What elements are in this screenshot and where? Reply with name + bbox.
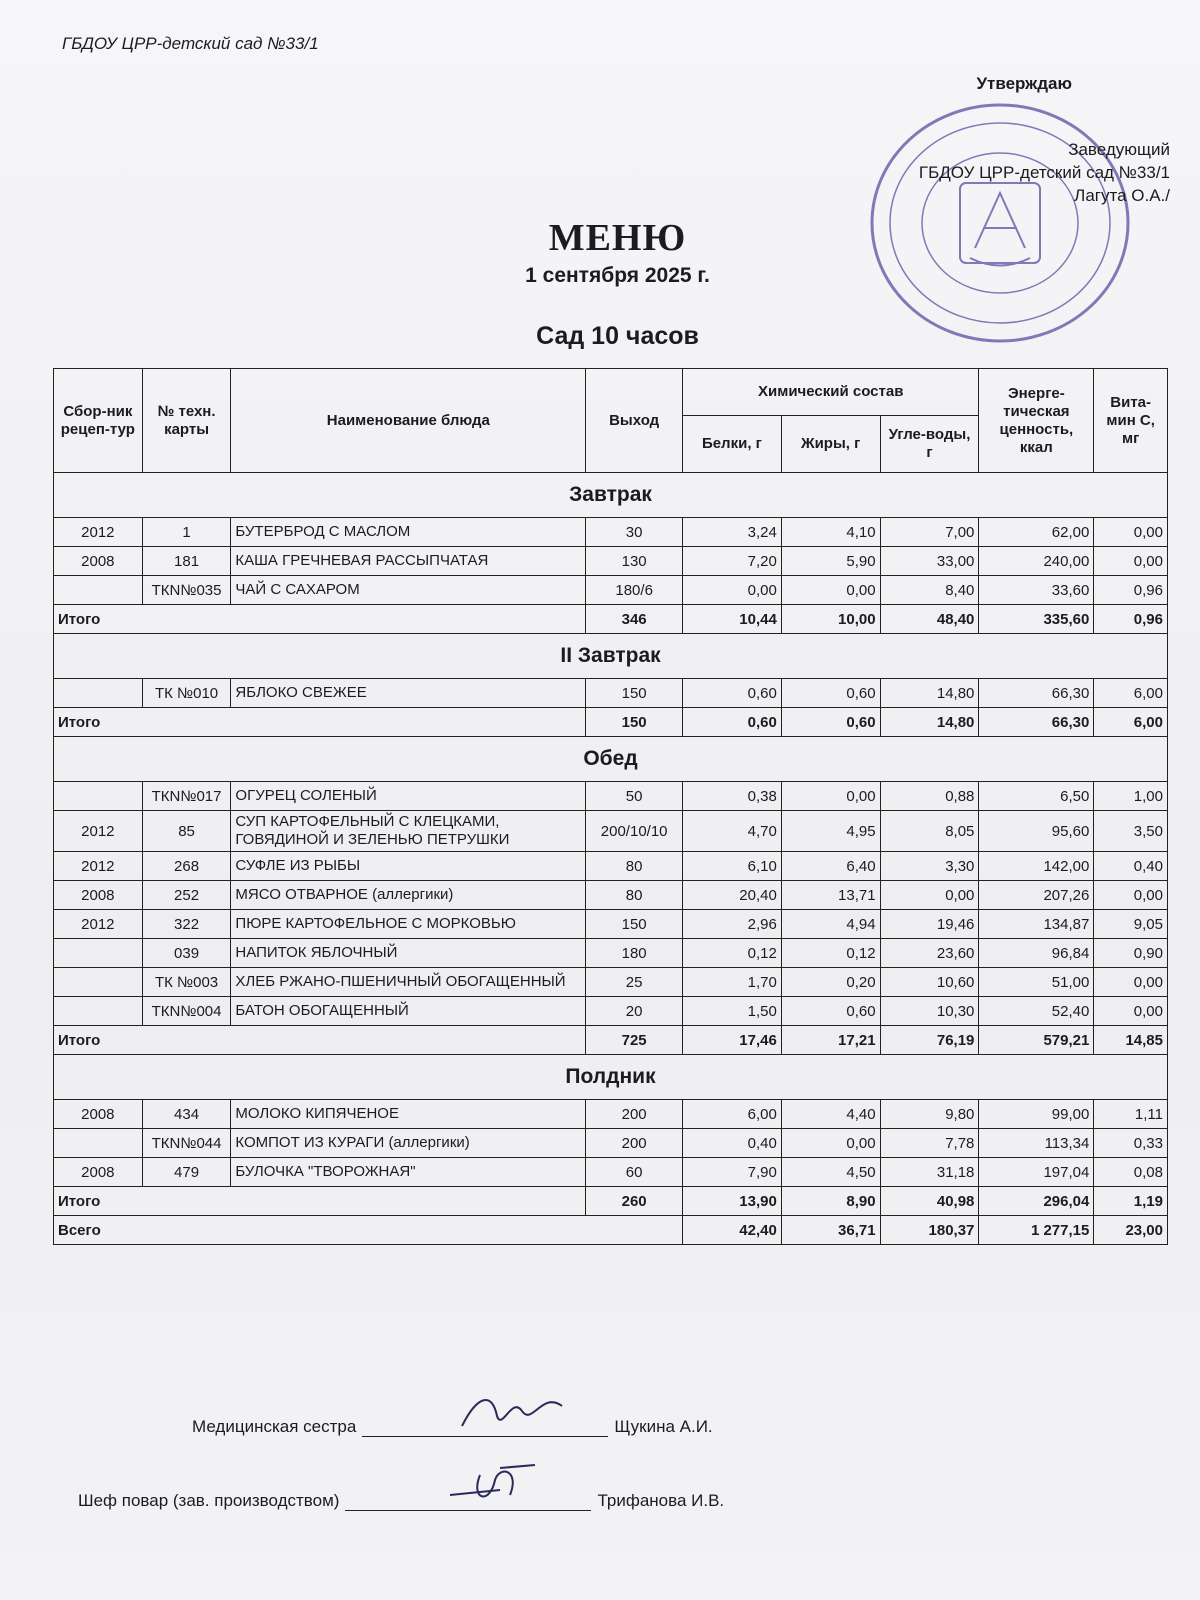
cell-dish-name: МЯСО ОТВАРНОЕ (аллергики)	[231, 881, 586, 910]
signature-role: Шеф повар (зав. производством)	[78, 1491, 340, 1510]
total-yield: 150	[586, 708, 683, 737]
cell-energy: 96,84	[979, 939, 1094, 968]
table-row	[54, 968, 1168, 997]
cell-yield: 150	[586, 679, 683, 708]
cell-fat: 4,10	[781, 518, 880, 547]
cell-vitamin-c: 0,40	[1094, 852, 1168, 881]
cell-card: ТКN№044	[142, 1129, 231, 1158]
table-row	[54, 881, 1168, 910]
cell-card: 252	[142, 881, 231, 910]
table-row	[54, 1129, 1168, 1158]
cell-card: ТКN№017	[142, 782, 231, 811]
table-row	[54, 997, 1168, 1026]
cell-carbs: 31,18	[880, 1158, 979, 1187]
cell-energy: 62,00	[979, 518, 1094, 547]
cell-energy: 95,60	[979, 811, 1094, 852]
cell-protein: 6,10	[683, 852, 782, 881]
cell-protein: 2,96	[683, 910, 782, 939]
section-header-row	[54, 473, 1168, 518]
cell-vitamin-c: 1,00	[1094, 782, 1168, 811]
grand-total-energy: 1 277,15	[979, 1216, 1094, 1245]
cell-carbs: 0,88	[880, 782, 979, 811]
cell-yield: 50	[586, 782, 683, 811]
cell-carbs: 8,05	[880, 811, 979, 852]
table-row	[54, 939, 1168, 968]
total-yield: 346	[586, 605, 683, 634]
cell-yield: 180/6	[586, 576, 683, 605]
cell-dish-name: ЧАЙ С САХАРОМ	[231, 576, 586, 605]
cell-fat: 0,00	[781, 782, 880, 811]
cell-carbs: 9,80	[880, 1100, 979, 1129]
menu-table-body	[54, 473, 1168, 1245]
cell-yield: 20	[586, 997, 683, 1026]
cell-collection: 2008	[54, 547, 143, 576]
cell-collection: 2012	[54, 852, 143, 881]
cell-yield: 130	[586, 547, 683, 576]
total-fat: 17,21	[781, 1026, 880, 1055]
cell-energy: 33,60	[979, 576, 1094, 605]
cell-fat: 0,60	[781, 997, 880, 1026]
cell-carbs: 33,00	[880, 547, 979, 576]
table-row	[54, 547, 1168, 576]
cell-dish-name: БУТЕРБРОД С МАСЛОМ	[231, 518, 586, 547]
cell-yield: 80	[586, 852, 683, 881]
total-fat: 0,60	[781, 708, 880, 737]
table-row	[54, 852, 1168, 881]
signature-nurse	[192, 1416, 713, 1437]
cell-dish-name: НАПИТОК ЯБЛОЧНЫЙ	[231, 939, 586, 968]
total-energy: 579,21	[979, 1026, 1094, 1055]
cell-energy: 51,00	[979, 968, 1094, 997]
menu-date: 1 сентября 2025 г.	[525, 264, 710, 287]
cell-collection	[54, 782, 143, 811]
total-protein: 0,60	[683, 708, 782, 737]
cell-carbs: 14,80	[880, 679, 979, 708]
cell-vitamin-c: 1,11	[1094, 1100, 1168, 1129]
total-protein: 17,46	[683, 1026, 782, 1055]
cell-carbs: 3,30	[880, 852, 979, 881]
cell-collection: 2008	[54, 1158, 143, 1187]
cell-protein: 0,38	[683, 782, 782, 811]
total-carbs: 48,40	[880, 605, 979, 634]
table-row	[54, 811, 1168, 852]
cell-carbs: 7,78	[880, 1129, 979, 1158]
cell-vitamin-c: 0,00	[1094, 881, 1168, 910]
cell-vitamin-c: 0,90	[1094, 939, 1168, 968]
cell-vitamin-c: 0,08	[1094, 1158, 1168, 1187]
cell-card: ТКN№004	[142, 997, 231, 1026]
section-header-row	[54, 737, 1168, 782]
section-title: Полдник	[54, 1055, 1168, 1100]
header-fat: Жиры, г	[781, 416, 880, 473]
cell-carbs: 23,60	[880, 939, 979, 968]
cell-protein: 0,60	[683, 679, 782, 708]
cell-energy: 207,26	[979, 881, 1094, 910]
header-card: № техн. карты	[142, 369, 231, 473]
cell-energy: 197,04	[979, 1158, 1094, 1187]
header-protein: Белки, г	[683, 416, 782, 473]
total-vitamin-c: 0,96	[1094, 605, 1168, 634]
menu-table	[53, 368, 1168, 1245]
cell-energy: 240,00	[979, 547, 1094, 576]
cell-collection: 2012	[54, 811, 143, 852]
cell-dish-name: МОЛОКО КИПЯЧЕНОЕ	[231, 1100, 586, 1129]
total-vitamin-c: 14,85	[1094, 1026, 1168, 1055]
cell-card: 479	[142, 1158, 231, 1187]
signature-line	[362, 1416, 608, 1437]
cell-fat: 4,50	[781, 1158, 880, 1187]
total-fat: 8,90	[781, 1187, 880, 1216]
total-fat: 10,00	[781, 605, 880, 634]
cell-vitamin-c: 0,00	[1094, 968, 1168, 997]
cell-card: 039	[142, 939, 231, 968]
cell-energy: 99,00	[979, 1100, 1094, 1129]
cell-dish-name: КОМПОТ ИЗ КУРАГИ (аллергики)	[231, 1129, 586, 1158]
signature-name: Трифанова И.В.	[597, 1491, 725, 1510]
cell-yield: 30	[586, 518, 683, 547]
cell-protein: 7,20	[683, 547, 782, 576]
organization-name: ГБДОУ ЦРР-детский сад №33/1	[62, 34, 319, 53]
approver-organization: ГБДОУ ЦРР-детский сад №33/1	[918, 163, 1170, 182]
cell-dish-name: БУЛОЧКА "ТВОРОЖНАЯ"	[231, 1158, 586, 1187]
menu-subtitle: Сад 10 часов	[536, 322, 699, 350]
cell-card: ТК №003	[142, 968, 231, 997]
total-energy: 66,30	[979, 708, 1094, 737]
cell-protein: 1,70	[683, 968, 782, 997]
total-label: Итого	[54, 1187, 586, 1216]
cell-fat: 4,40	[781, 1100, 880, 1129]
cell-protein: 3,24	[683, 518, 782, 547]
table-row	[54, 1100, 1168, 1129]
handwritten-signature-icon	[440, 1460, 550, 1510]
total-row	[54, 708, 1168, 737]
approver-name: Лагута О.А./	[1074, 186, 1170, 205]
cell-energy: 6,50	[979, 782, 1094, 811]
total-label: Итого	[54, 1026, 586, 1055]
total-protein: 13,90	[683, 1187, 782, 1216]
total-carbs: 14,80	[880, 708, 979, 737]
cell-card: 268	[142, 852, 231, 881]
signature-chef	[78, 1490, 724, 1511]
cell-card: ТК №010	[142, 679, 231, 708]
table-row	[54, 1158, 1168, 1187]
total-yield: 260	[586, 1187, 683, 1216]
cell-protein: 0,40	[683, 1129, 782, 1158]
cell-protein: 1,50	[683, 997, 782, 1026]
table-row	[54, 782, 1168, 811]
cell-vitamin-c: 0,00	[1094, 547, 1168, 576]
signature-line	[345, 1490, 591, 1511]
cell-card: 434	[142, 1100, 231, 1129]
total-label: Итого	[54, 605, 586, 634]
cell-yield: 150	[586, 910, 683, 939]
cell-protein: 20,40	[683, 881, 782, 910]
total-yield: 725	[586, 1026, 683, 1055]
cell-fat: 0,12	[781, 939, 880, 968]
cell-carbs: 7,00	[880, 518, 979, 547]
cell-yield: 180	[586, 939, 683, 968]
section-header-row	[54, 634, 1168, 679]
cell-yield: 200/10/10	[586, 811, 683, 852]
section-title: Завтрак	[54, 473, 1168, 518]
cell-fat: 0,00	[781, 1129, 880, 1158]
cell-dish-name: СУП КАРТОФЕЛЬНЫЙ С КЛЕЦКАМИ, ГОВЯДИНОЙ И ЗЕЛЕНЬЮ ПЕТРУШКИ	[231, 811, 586, 852]
cell-fat: 0,20	[781, 968, 880, 997]
cell-yield: 60	[586, 1158, 683, 1187]
section-header-row	[54, 1055, 1168, 1100]
total-row	[54, 1187, 1168, 1216]
cell-carbs: 10,30	[880, 997, 979, 1026]
cell-dish-name: БАТОН ОБОГАЩЕННЫЙ	[231, 997, 586, 1026]
total-carbs: 76,19	[880, 1026, 979, 1055]
header-yield: Выход	[586, 369, 683, 473]
signature-role: Медицинская сестра	[192, 1417, 357, 1436]
cell-protein: 4,70	[683, 811, 782, 852]
total-energy: 296,04	[979, 1187, 1094, 1216]
cell-card: 85	[142, 811, 231, 852]
approval-block	[919, 138, 1170, 207]
cell-dish-name: СУФЛЕ ИЗ РЫБЫ	[231, 852, 586, 881]
header-energy: Энерге-тическая ценность, ккал	[979, 369, 1094, 473]
cell-protein: 6,00	[683, 1100, 782, 1129]
cell-energy: 134,87	[979, 910, 1094, 939]
table-row	[54, 679, 1168, 708]
signature-name: Щукина А.И.	[614, 1417, 713, 1436]
cell-fat: 6,40	[781, 852, 880, 881]
cell-dish-name: КАША ГРЕЧНЕВАЯ РАССЫПЧАТАЯ	[231, 547, 586, 576]
cell-energy: 66,30	[979, 679, 1094, 708]
cell-vitamin-c: 6,00	[1094, 679, 1168, 708]
grand-total-carbs: 180,37	[880, 1216, 979, 1245]
header-chem: Химический состав	[683, 369, 979, 416]
grand-total-vitamin-c: 23,00	[1094, 1216, 1168, 1245]
total-protein: 10,44	[683, 605, 782, 634]
cell-vitamin-c: 0,00	[1094, 518, 1168, 547]
cell-vitamin-c: 0,96	[1094, 576, 1168, 605]
cell-collection	[54, 679, 143, 708]
cell-vitamin-c: 9,05	[1094, 910, 1168, 939]
cell-dish-name: ХЛЕБ РЖАНО-ПШЕНИЧНЫЙ ОБОГАЩЕННЫЙ	[231, 968, 586, 997]
cell-card: 1	[142, 518, 231, 547]
cell-fat: 4,94	[781, 910, 880, 939]
total-vitamin-c: 6,00	[1094, 708, 1168, 737]
cell-collection: 2008	[54, 1100, 143, 1129]
cell-fat: 0,60	[781, 679, 880, 708]
cell-carbs: 8,40	[880, 576, 979, 605]
cell-vitamin-c: 0,33	[1094, 1129, 1168, 1158]
table-row	[54, 576, 1168, 605]
handwritten-signature-icon	[457, 1386, 567, 1436]
cell-yield: 200	[586, 1129, 683, 1158]
cell-dish-name: ПЮРЕ КАРТОФЕЛЬНОЕ С МОРКОВЬЮ	[231, 910, 586, 939]
cell-energy: 142,00	[979, 852, 1094, 881]
section-title: II Завтрак	[54, 634, 1168, 679]
cell-yield: 80	[586, 881, 683, 910]
total-label: Итого	[54, 708, 586, 737]
cell-collection	[54, 968, 143, 997]
cell-card: 322	[142, 910, 231, 939]
grand-total-fat: 36,71	[781, 1216, 880, 1245]
total-row	[54, 605, 1168, 634]
cell-card: 181	[142, 547, 231, 576]
total-carbs: 40,98	[880, 1187, 979, 1216]
cell-fat: 5,90	[781, 547, 880, 576]
total-vitamin-c: 1,19	[1094, 1187, 1168, 1216]
cell-energy: 113,34	[979, 1129, 1094, 1158]
cell-energy: 52,40	[979, 997, 1094, 1026]
cell-protein: 0,00	[683, 576, 782, 605]
table-row	[54, 518, 1168, 547]
cell-fat: 0,00	[781, 576, 880, 605]
cell-yield: 200	[586, 1100, 683, 1129]
cell-collection: 2012	[54, 910, 143, 939]
cell-collection: 2008	[54, 881, 143, 910]
total-energy: 335,60	[979, 605, 1094, 634]
cell-carbs: 0,00	[880, 881, 979, 910]
header-collection: Сбор-ник рецеп-тур	[54, 369, 143, 473]
cell-collection	[54, 939, 143, 968]
cell-vitamin-c: 0,00	[1094, 997, 1168, 1026]
cell-collection: 2012	[54, 518, 143, 547]
cell-fat: 13,71	[781, 881, 880, 910]
cell-collection	[54, 576, 143, 605]
cell-vitamin-c: 3,50	[1094, 811, 1168, 852]
header-vitamin-c: Вита-мин С, мг	[1094, 369, 1168, 473]
cell-protein: 0,12	[683, 939, 782, 968]
page-title: МЕНЮ	[548, 217, 687, 259]
cell-card: ТКN№035	[142, 576, 231, 605]
section-title: Обед	[54, 737, 1168, 782]
grand-total-label: Всего	[54, 1216, 683, 1245]
approver-position: Заведующий	[1068, 140, 1170, 159]
cell-carbs: 10,60	[880, 968, 979, 997]
cell-dish-name: ОГУРЕЦ СОЛЕНЫЙ	[231, 782, 586, 811]
header-carbs: Угле-воды, г	[880, 416, 979, 473]
cell-fat: 4,95	[781, 811, 880, 852]
grand-total-protein: 42,40	[683, 1216, 782, 1245]
cell-protein: 7,90	[683, 1158, 782, 1187]
cell-yield: 25	[586, 968, 683, 997]
approve-label: Утверждаю	[976, 74, 1072, 93]
cell-carbs: 19,46	[880, 910, 979, 939]
total-row	[54, 1026, 1168, 1055]
table-row	[54, 910, 1168, 939]
grand-total-row	[54, 1216, 1168, 1245]
header-dish: Наименование блюда	[231, 369, 586, 473]
cell-collection	[54, 1129, 143, 1158]
cell-dish-name: ЯБЛОКО СВЕЖЕЕ	[231, 679, 586, 708]
cell-collection	[54, 997, 143, 1026]
